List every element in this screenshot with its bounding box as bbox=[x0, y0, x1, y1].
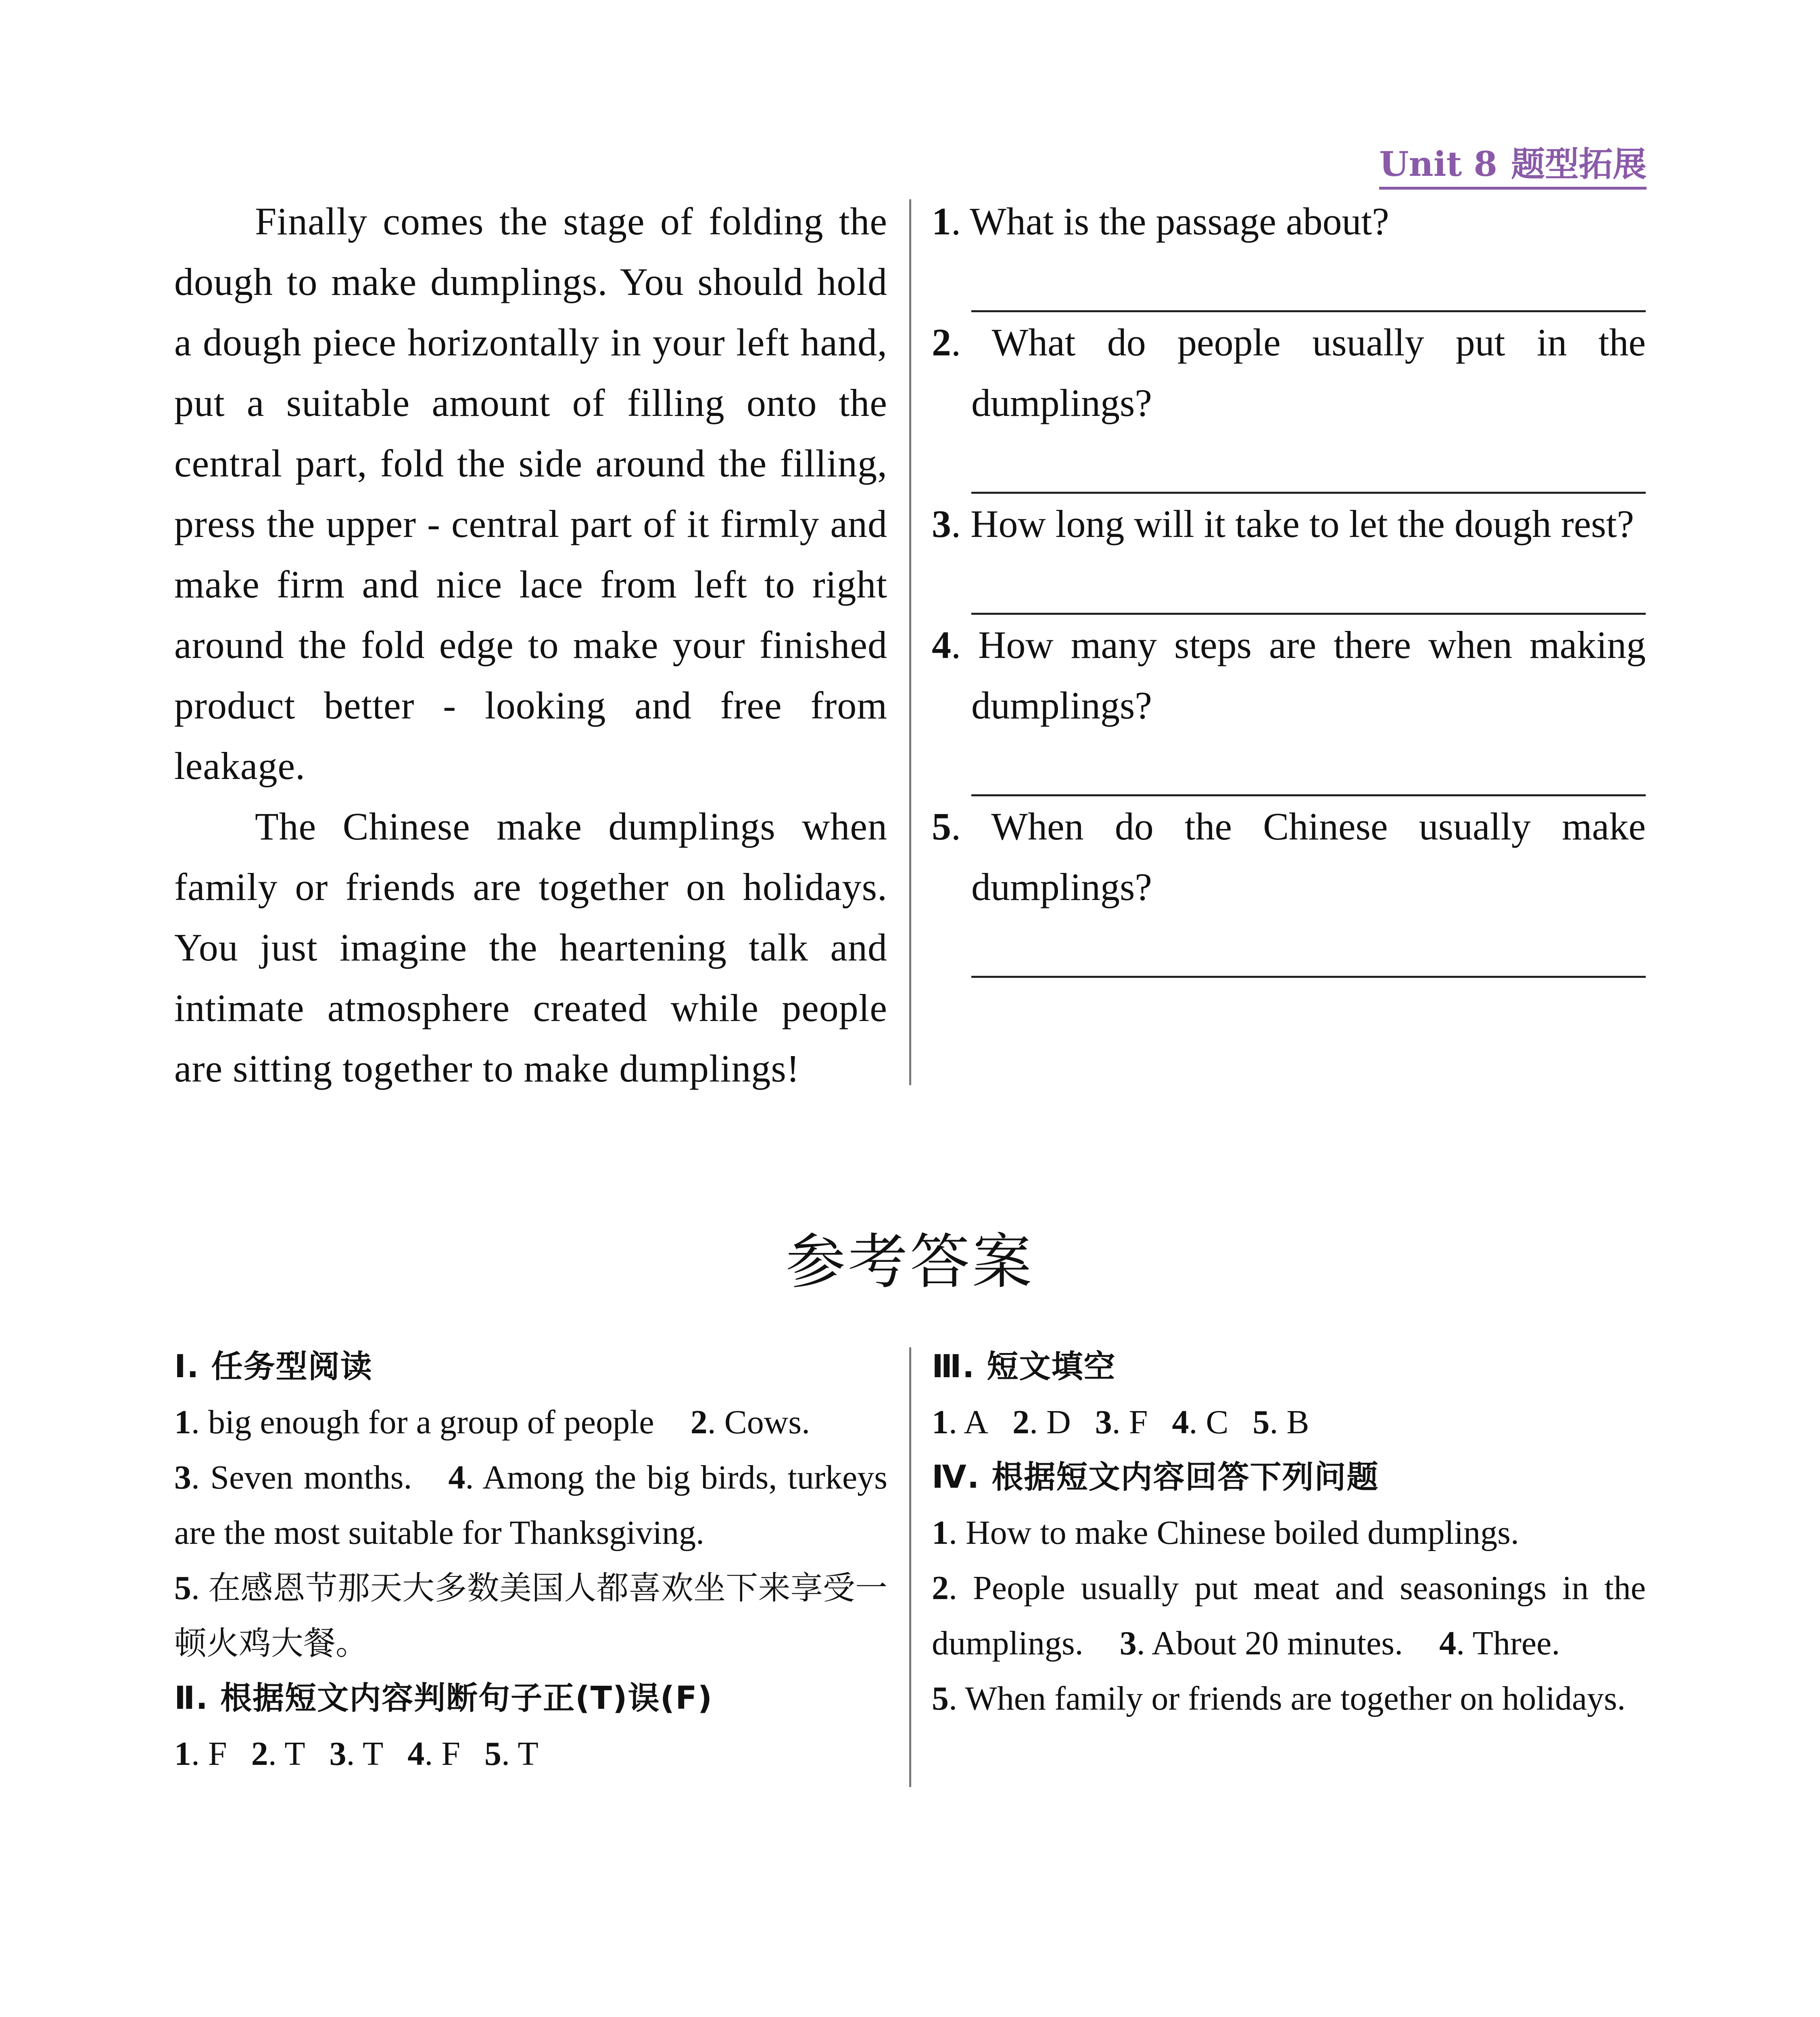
answer-value: T bbox=[284, 1735, 305, 1773]
answer-line[interactable] bbox=[971, 917, 1646, 978]
section-heading: Ⅱ. 根据短文内容判断句子正(T)误(F) bbox=[174, 1680, 713, 1716]
answer-value: T bbox=[363, 1735, 384, 1773]
answer-number: 1 bbox=[174, 1403, 191, 1441]
section-heading: Ⅲ. 短文填空 bbox=[932, 1349, 1116, 1385]
answer-text: People usually put meat and seasonings in the dumplings. bbox=[932, 1569, 1646, 1662]
answer-value: T bbox=[518, 1735, 538, 1773]
answer-number: 4 bbox=[1439, 1624, 1457, 1662]
question-text: When do the Chinese usually make dumplings? bbox=[971, 805, 1646, 908]
answer-number: 3 bbox=[329, 1735, 346, 1773]
answer-row: 1. A 2. D 3. F 4. C 5. B bbox=[932, 1403, 1309, 1441]
answer-number: 1 bbox=[932, 1514, 949, 1551]
question-text: What is the passage about? bbox=[970, 200, 1389, 243]
answer-number: 1 bbox=[174, 1735, 191, 1773]
answer-text: Three. bbox=[1472, 1624, 1560, 1662]
answer-text: When family or friends are together on holidays. bbox=[965, 1680, 1626, 1717]
answer-number: 5 bbox=[174, 1569, 191, 1607]
answer-text: Seven months. bbox=[210, 1459, 412, 1496]
question-number: 2 bbox=[932, 321, 951, 364]
question-number: 5 bbox=[932, 805, 951, 848]
question-item: 1. What is the passage about? bbox=[932, 191, 1646, 312]
answer-number: 2 bbox=[1012, 1403, 1030, 1441]
answer-value: B bbox=[1286, 1403, 1309, 1441]
question-item: 2. What do people usually put in the dumplings? bbox=[932, 312, 1646, 494]
question-item: 5. When do the Chinese usually make dumplings? bbox=[932, 796, 1646, 978]
answer-number: 4 bbox=[1172, 1403, 1189, 1441]
answer-line[interactable] bbox=[971, 736, 1646, 796]
question-number: 3 bbox=[932, 502, 951, 545]
question-number: 4 bbox=[932, 623, 951, 666]
section-heading: Ⅳ. 根据短文内容回答下列问题 bbox=[932, 1459, 1379, 1495]
answer-row: 2. People usually put meat and seasonings in the dumplings. 3. About 20 minutes. 4. Three. bbox=[932, 1569, 1646, 1662]
answer-row: 1. How to make Chinese boiled dumplings. bbox=[932, 1514, 1519, 1551]
answer-line[interactable] bbox=[971, 554, 1646, 615]
answer-text: How to make Chinese boiled dumplings. bbox=[966, 1514, 1519, 1551]
passage-paragraph: The Chinese make dumplings when family or friends are together on holidays. You just imagine the heartening talk and intimate atmosphere created while people are sitting together to make dumplings! bbox=[174, 805, 887, 1090]
passage-paragraph: Finally comes the stage of folding the dough to make dumplings. You should hold a dough piece horizontally in your left hand, put a suitable amount of filling onto the central part, fold the side around the filling, press the upper - central part of it firmly and make firm and nice lace from left to right around the fold edge to make your finished product better - looking and free from leakage. bbox=[174, 200, 887, 787]
answer-number: 4 bbox=[448, 1459, 465, 1496]
answer-line[interactable] bbox=[971, 252, 1646, 312]
answer-number: 1 bbox=[932, 1403, 949, 1441]
answer-value: F bbox=[441, 1735, 461, 1773]
header-section: 题型拓展 bbox=[1511, 144, 1647, 184]
answer-value: A bbox=[964, 1403, 989, 1441]
answer-number: 5 bbox=[484, 1735, 502, 1773]
answer-text: Cows. bbox=[724, 1403, 810, 1441]
question-item: 3. How long will it take to let the dough rest? bbox=[932, 494, 1646, 615]
answer-value: F bbox=[208, 1735, 227, 1773]
question-item: 4. How many steps are there when making dumplings? bbox=[932, 615, 1646, 796]
section-heading: Ⅰ. 任务型阅读 bbox=[174, 1349, 373, 1385]
question-text: How many steps are there when making dumplings? bbox=[971, 623, 1646, 727]
answer-row: 1. F 2. T 3. T 4. F 5. T bbox=[174, 1735, 538, 1773]
answer-line[interactable] bbox=[971, 433, 1646, 494]
question-text: What do people usually put in the dumplings? bbox=[971, 321, 1646, 424]
answer-value: D bbox=[1046, 1403, 1071, 1441]
reading-passage bbox=[174, 191, 887, 1099]
answer-number: 3 bbox=[1119, 1624, 1137, 1662]
answer-number: 3 bbox=[174, 1459, 191, 1496]
answers-title: 参考答案 bbox=[786, 1227, 1034, 1297]
answer-row: 5. When family or friends are together on holidays. bbox=[932, 1680, 1626, 1717]
question-text: How long will it take to let the dough rest? bbox=[971, 502, 1634, 545]
answer-text: About 20 minutes. bbox=[1152, 1624, 1403, 1662]
answer-key-right bbox=[932, 1339, 1646, 1726]
running-header bbox=[1379, 137, 1647, 190]
answer-number: 5 bbox=[932, 1680, 949, 1717]
answer-value: F bbox=[1129, 1403, 1148, 1441]
answer-number: 3 bbox=[1095, 1403, 1112, 1441]
question-list bbox=[932, 191, 1646, 978]
answer-row: 5. 在感恩节那天大多数美国人都喜欢坐下来享受一顿火鸡大餐。 bbox=[174, 1569, 888, 1662]
question-number: 1 bbox=[932, 200, 951, 243]
answer-row: 1. big enough for a group of people 2. Cows. bbox=[174, 1403, 810, 1441]
answer-text: Among the big birds, turkeys are the most suitable for Thanksgiving. bbox=[174, 1459, 887, 1551]
answer-value: C bbox=[1206, 1403, 1229, 1441]
header-unit: Unit 8 bbox=[1379, 144, 1497, 184]
answer-number: 5 bbox=[1252, 1403, 1270, 1441]
answer-number: 2 bbox=[251, 1735, 268, 1773]
answer-key-left bbox=[174, 1339, 887, 1781]
answer-row: 3. Seven months. 4. Among the big birds, turkeys are the most suitable for Thanksgiving. bbox=[174, 1459, 887, 1551]
column-divider bbox=[909, 199, 911, 1085]
answer-text: 在感恩节那天大多数美国人都喜欢坐下来享受一顿火鸡大餐。 bbox=[174, 1569, 888, 1662]
column-divider bbox=[909, 1347, 911, 1787]
answer-number: 4 bbox=[407, 1735, 425, 1773]
answer-number: 2 bbox=[690, 1403, 708, 1441]
answer-number: 2 bbox=[932, 1569, 949, 1607]
answer-text: big enough for a group of people bbox=[208, 1403, 654, 1441]
